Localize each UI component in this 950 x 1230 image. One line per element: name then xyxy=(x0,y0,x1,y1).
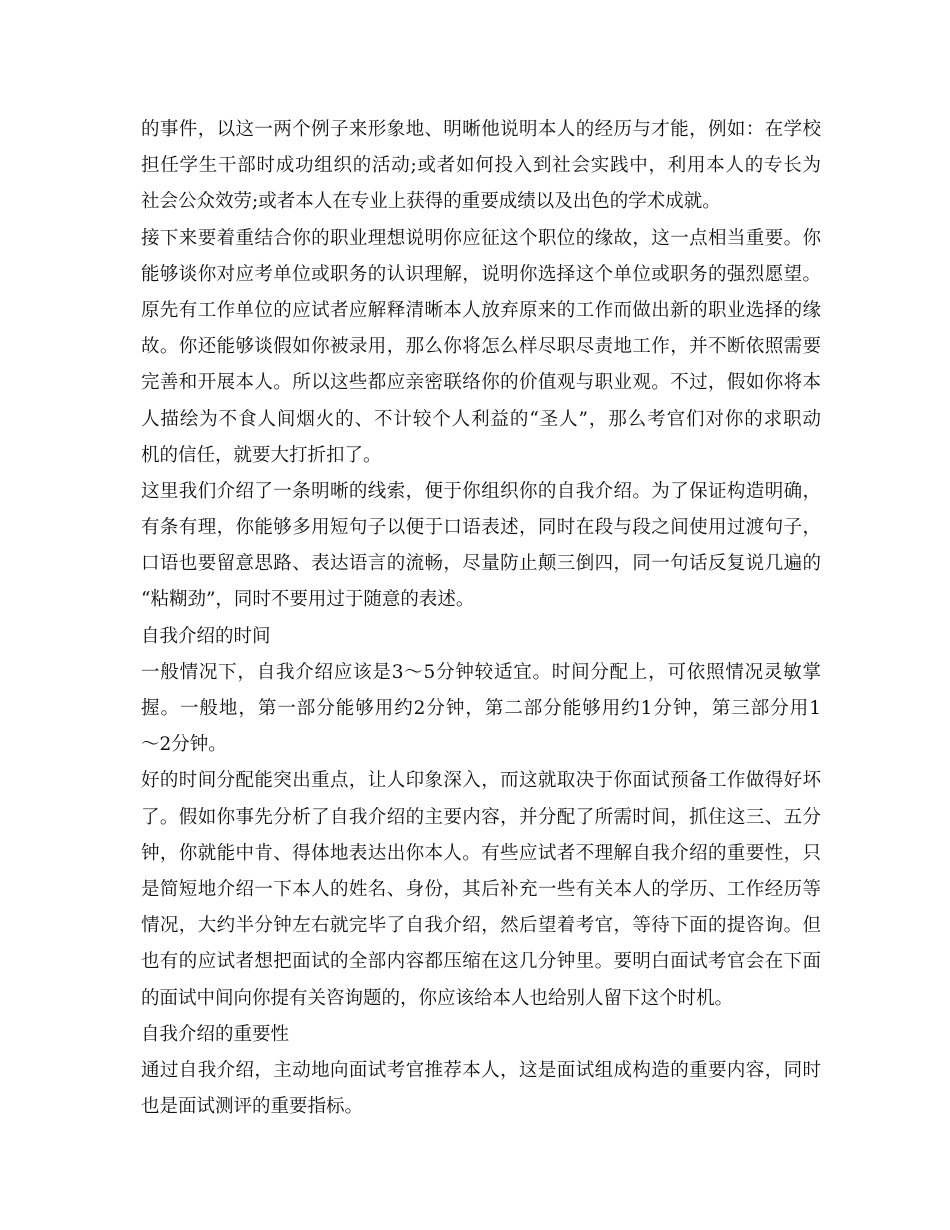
text-line: 社会公众效劳;或者本人在专业上获得的重要成绩以及出色的学术成就。 xyxy=(141,191,721,213)
text-line: 情况，大约半分钟左右就完毕了自我介绍，然后望着考官，等待下面的提咨询。但 xyxy=(141,915,821,937)
document-body xyxy=(141,112,821,1125)
text-line: 人描绘为不食人间烟火的、不计较个人利益的“圣人”，那么考官们对你的求职动 xyxy=(141,408,821,430)
text-line: “粘糊劲”，同时不要用过于随意的表述。 xyxy=(141,589,475,611)
text-line: 口语也要留意思路、表达语言的流畅，尽量防止颠三倒四，同一句话反复说几遍的 xyxy=(141,553,821,575)
text-line: 通过自我介绍，主动地向面试考官推荐本人，这是面试组成构造的重要内容，同时 xyxy=(141,1059,821,1081)
text-line: 好的时间分配能突出重点，让人印象深入，而这就取决于你面试预备工作做得好坏 xyxy=(141,770,821,792)
text-line: 了。假如你事先分析了自我介绍的主要内容，并分配了所需时间，抓住这三、五分 xyxy=(141,806,821,828)
text-line: 也是面试测评的重要指标。 xyxy=(141,1096,364,1118)
text-line: 一般情况下，自我介绍应该是3～5分钟较适宜。时间分配上，可依照情况灵敏掌 xyxy=(141,661,821,683)
text-line: 有条有理，你能够多用短句子以便于口语表述，同时在段与段之间使用过渡句子， xyxy=(141,517,821,539)
text-line: 完善和开展本人。所以这些都应亲密联络你的价值观与职业观。不过，假如你将本 xyxy=(141,372,821,394)
section-heading: 自我介绍的时间 xyxy=(141,625,271,647)
text-line: 的事件，以这一两个例子来形象地、明晰他说明本人的经历与才能，例如：在学校 xyxy=(141,119,821,140)
text-line: 的面试中间向你提有关咨询题的，你应该给本人也给别人留下这个时机。 xyxy=(141,987,734,1009)
text-line: 是简短地介绍一下本人的姓名、身份，其后补充一些有关本人的学历、工作经历等 xyxy=(141,878,821,900)
text-line: 握。一般地，第一部分能够用约2分钟，第二部分能够用约1分钟，第三部分用1 xyxy=(141,698,821,719)
text-line: 也有的应试者想把面试的全部内容都压缩在这几分钟里。要明白面试考官会在下面 xyxy=(141,951,821,973)
text-line: 接下来要着重结合你的职业理想说明你应征这个职位的缘故，这一点相当重要。你 xyxy=(141,227,821,249)
text-line: 这里我们介绍了一条明晰的线索，便于你组织你的自我介绍。为了保证构造明确， xyxy=(141,480,821,502)
text-line: 能够谈你对应考单位或职务的认识理解，说明你选择这个单位或职务的强烈愿望。 xyxy=(141,263,821,285)
text-line: 机的信任，就要大打折扣了。 xyxy=(141,444,382,466)
text-line: 原先有工作单位的应试者应解释清晰本人放弃原来的工作而做出新的职业选择的缘 xyxy=(141,299,821,321)
text-line: ～2分钟。 xyxy=(141,734,227,756)
section-heading: 自我介绍的重要性 xyxy=(141,1023,290,1045)
text-line: 钟，你就能中肯、得体地表达出你本人。有些应试者不理解自我介绍的重要性，只 xyxy=(141,842,821,864)
text-line: 担任学生干部时成功组织的活动;或者如何投入到社会实践中，利用本人的专长为 xyxy=(141,155,821,177)
text-line: 故。你还能够谈假如你被录用，那么你将怎么样尽职尽责地工作，并不断依照需要 xyxy=(141,336,821,358)
